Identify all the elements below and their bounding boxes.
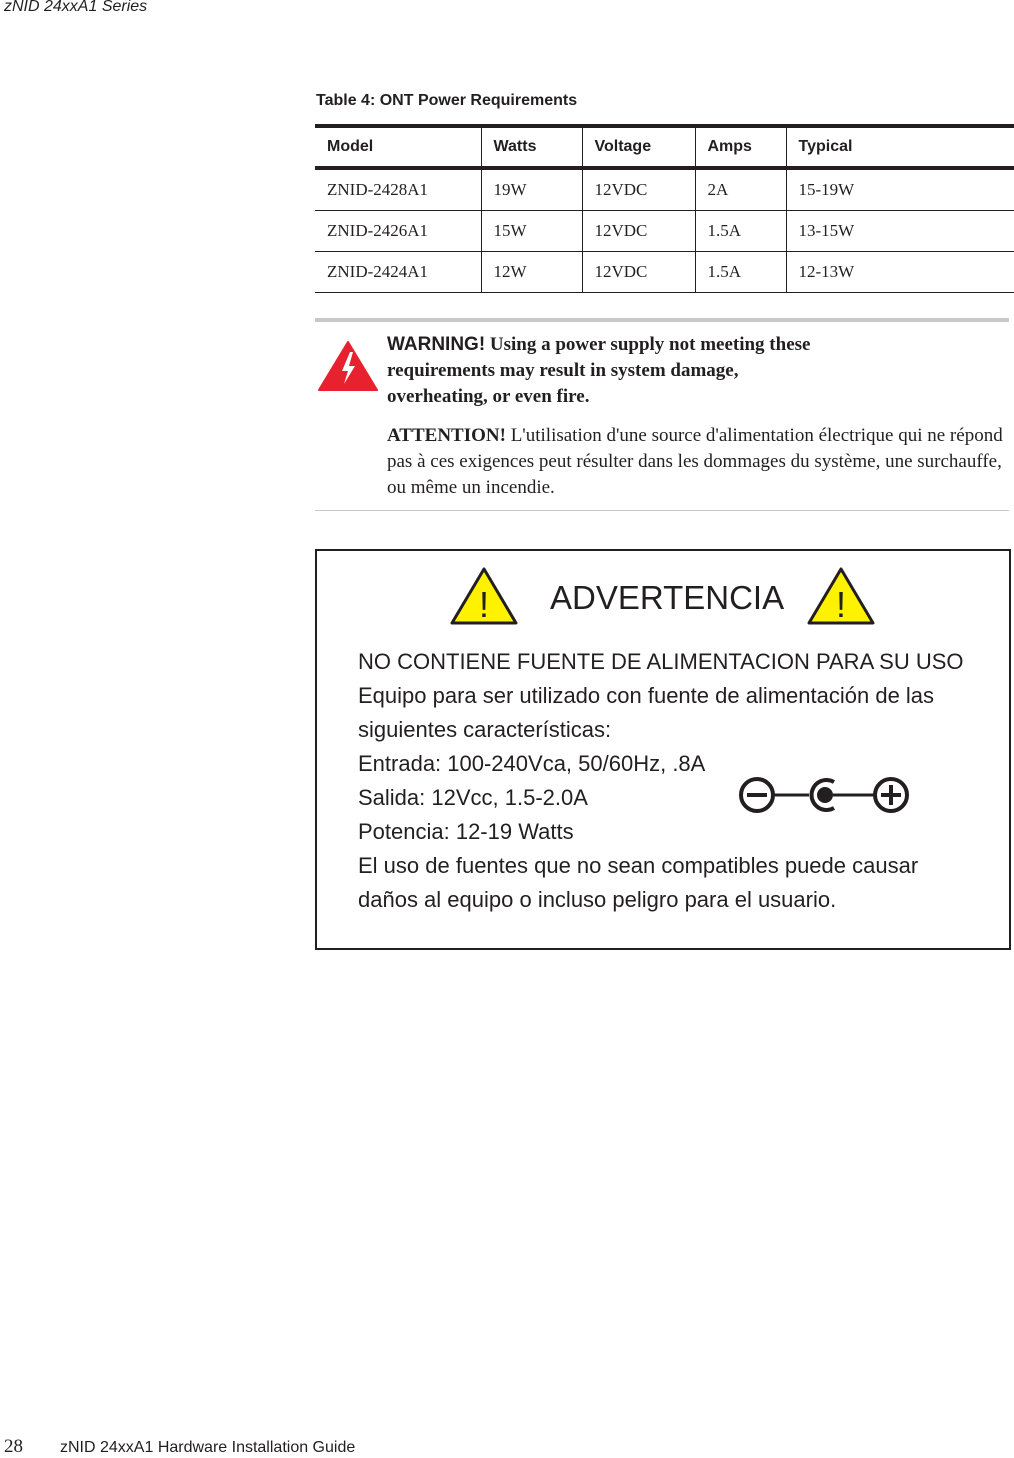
advertencia-line: Equipo para ser utilizado con fuente de alimentación de las <box>358 683 935 708</box>
advertencia-title: ADVERTENCIA <box>550 579 785 616</box>
page-number: 28 <box>4 1436 23 1457</box>
power-requirements-table <box>315 124 1014 293</box>
advertencia-line: Entrada: 100-240Vca, 50/60Hz, .8A <box>358 751 706 776</box>
attention-text <box>387 423 1012 501</box>
advertencia-line: siguientes características: <box>358 717 612 742</box>
table-cell: 1.5A <box>695 252 786 293</box>
table-row <box>315 252 1014 293</box>
advertencia-label-panel <box>315 549 1011 950</box>
advertencia-line: daños al equipo o incluso peligro para el usuario. <box>358 887 837 912</box>
table-cell: 2A <box>695 168 786 211</box>
advertencia-line: NO CONTIENE FUENTE DE ALIMENTACION PARA SU USO <box>358 649 964 674</box>
table-cell: 1.5A <box>695 211 786 252</box>
column-header-watts: Watts <box>481 126 582 168</box>
running-header: zNID 24xxA1 Series <box>4 0 148 15</box>
table-cell: 15-19W <box>786 168 1014 211</box>
column-header-voltage: Voltage <box>582 126 695 168</box>
table-cell: 12VDC <box>582 211 695 252</box>
column-header-model: Model <box>315 126 481 168</box>
advertencia-line: Salida: 12Vcc, 1.5-2.0A <box>358 785 588 810</box>
table-cell: 19W <box>481 168 582 211</box>
dc-polarity-center-positive-icon <box>737 775 913 815</box>
table-cell: 12VDC <box>582 252 695 293</box>
table-cell: 12W <box>481 252 582 293</box>
svg-text:!: ! <box>835 584 847 625</box>
table-caption: Table 4: ONT Power Requirements <box>316 92 578 109</box>
column-header-amps: Amps <box>695 126 786 168</box>
table-row <box>315 168 1014 211</box>
advertencia-line: El uso de fuentes que no sean compatibles puede causar <box>358 853 919 878</box>
svg-text:!: ! <box>478 584 490 625</box>
advertencia-line: Potencia: 12-19 Watts <box>358 819 574 844</box>
warning-notice <box>315 318 1009 511</box>
caution-exclamation-icon <box>449 566 519 626</box>
column-header-typical: Typical <box>786 126 1014 168</box>
warning-message: Using a power supply not meeting these requirements may result in system damage, overheating, or even fire. <box>387 334 811 407</box>
table-row <box>315 211 1014 252</box>
table-cell: ZNID-2424A1 <box>315 252 481 293</box>
table-cell: 12-13W <box>786 252 1014 293</box>
table-cell: 13-15W <box>786 211 1014 252</box>
table-cell: ZNID-2428A1 <box>315 168 481 211</box>
warning-text <box>387 332 837 410</box>
attention-message: L'utilisation d'une source d'alimentation électrique qui ne répond pas à ces exigences peut résulter dans les dommages du système, une surchauffe, ou même un incendie. <box>387 425 1003 498</box>
attention-label: ATTENTION! <box>387 425 506 446</box>
footer-doc-title: zNID 24xxA1 Hardware Installation Guide <box>60 1439 356 1456</box>
warning-label: WARNING! <box>387 334 486 355</box>
table-cell: ZNID-2426A1 <box>315 211 481 252</box>
caution-exclamation-icon <box>806 566 876 626</box>
table-cell: 12VDC <box>582 168 695 211</box>
table-cell: 15W <box>481 211 582 252</box>
electric-shock-warning-icon <box>317 340 379 392</box>
table-header-row <box>315 126 1014 168</box>
